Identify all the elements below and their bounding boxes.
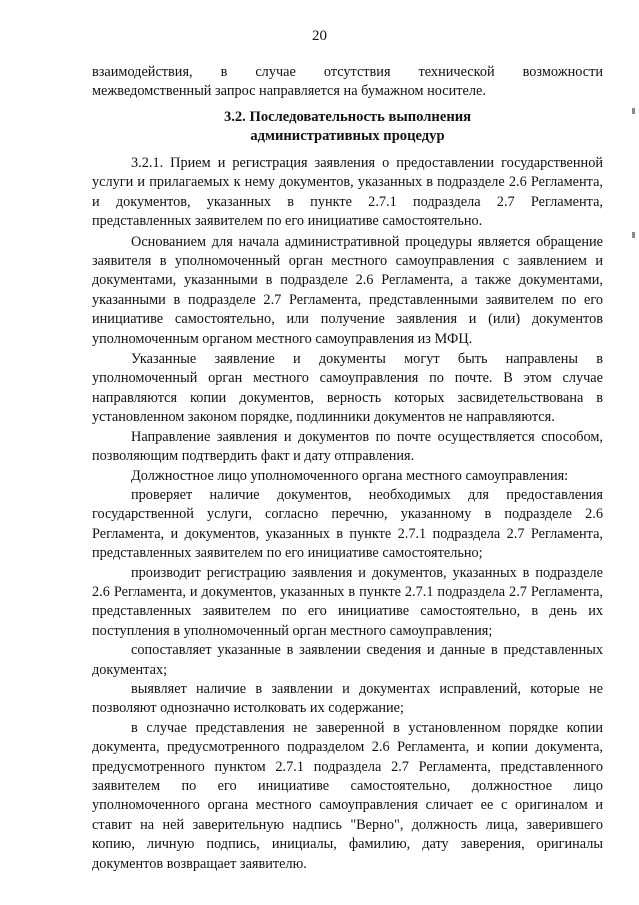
list-item-registers: производит регистрацию заявления и документов, указанных в подразделе 2.6 Регламента, и документов, указанных в пункте 2.7.1 подраздела 2.7 Регламента, представленных заявителем по его инициативе самостоятельно, в день их поступления в уполномоченный орган местного самоуправления; (92, 564, 603, 639)
list-item-compares: сопоставляет указанные в заявлении сведения и данные в представленных документах; (92, 642, 603, 678)
paragraph-3-2-1: 3.2.1. Прием и регистрация заявления о предоставлении государственной услуги и прилагаемых к нему документов, указанных в подразделе 2.6 Регламента, и документов, указанных в пункте 2.7.1 подраздела 2.7 Регламента, представленных заявителем по его инициативе самостоятельно. (92, 155, 603, 230)
intro-paragraph: взаимодействия, в случае отсутствия технической возможности межведомственный запрос направляется на бумажном носителе. (92, 64, 603, 100)
paragraph-official: Должностное лицо уполномоченного органа местного самоуправления: (131, 467, 569, 484)
list-item-checks: проверяет наличие документов, необходимых для предоставления государственной услуги, согласно перечню, указанному в подразделе 2.6 Регламента, и документов, указанных в пункте 2.7.1 подраздела 2.7 Регламента, представленных заявителем по его инициативе самостоятельно; (92, 486, 603, 562)
section-heading-line-1: 3.2. Последовательность выполнения (223, 108, 472, 125)
section-heading (92, 108, 603, 147)
paragraph-basis: Основанием для начала административной процедуры является обращение заявителя в уполномоченный орган местного самоуправления с заявлением и документами, указанными в подразделе 2.6 Регламента, а также документами, указанными в подразделе 2.7 Регламента, представленными заявителем по его инициативе самостоятельно, или получение заявления и (или) документов уполномоченным органом местного самоуправления из МФЦ. (92, 233, 603, 347)
paragraph-mail-method: Направление заявления и документов по почте осуществляется способом, позволяющим подтвердить факт и дату отправления. (92, 428, 603, 465)
list-item-certifies: в случае представления не заверенной в установленном порядке копии документа, предусмотренного подразделом 2.6 Регламента, и копии документа, предусмотренного пунктом 2.7.1 подраздела 2.7 Регламента, представленного заявителем по его инициативе самостоятельно, должностное лицо уполномоченного органа местного самоуправления сличает ее с оригиналом и ставит на ней заверительную надпись "Верно", должность лица, заверившего копию, личную подпись, инициалы, фамилию, дату заверения, оригиналы документов возвращает заявителю. (92, 719, 603, 872)
page-number: 20 (312, 28, 327, 44)
page-content (92, 63, 603, 874)
scan-edge-mark (632, 108, 635, 114)
list-item-detects: выявляет наличие в заявлении и документах исправлений, которые не позволяют однозначно истолковать их содержание; (92, 680, 603, 717)
section-heading-line-2: административных процедур (250, 128, 445, 145)
scan-edge-mark (632, 232, 635, 238)
paragraph-mail: Указанные заявление и документы могут быть направлены в уполномоченный орган местного самоуправления по почте. В этом случае направляются копии документов, верность которых засвидетельствована в установленном законом порядке, подлинники документов не направляются. (92, 351, 603, 426)
